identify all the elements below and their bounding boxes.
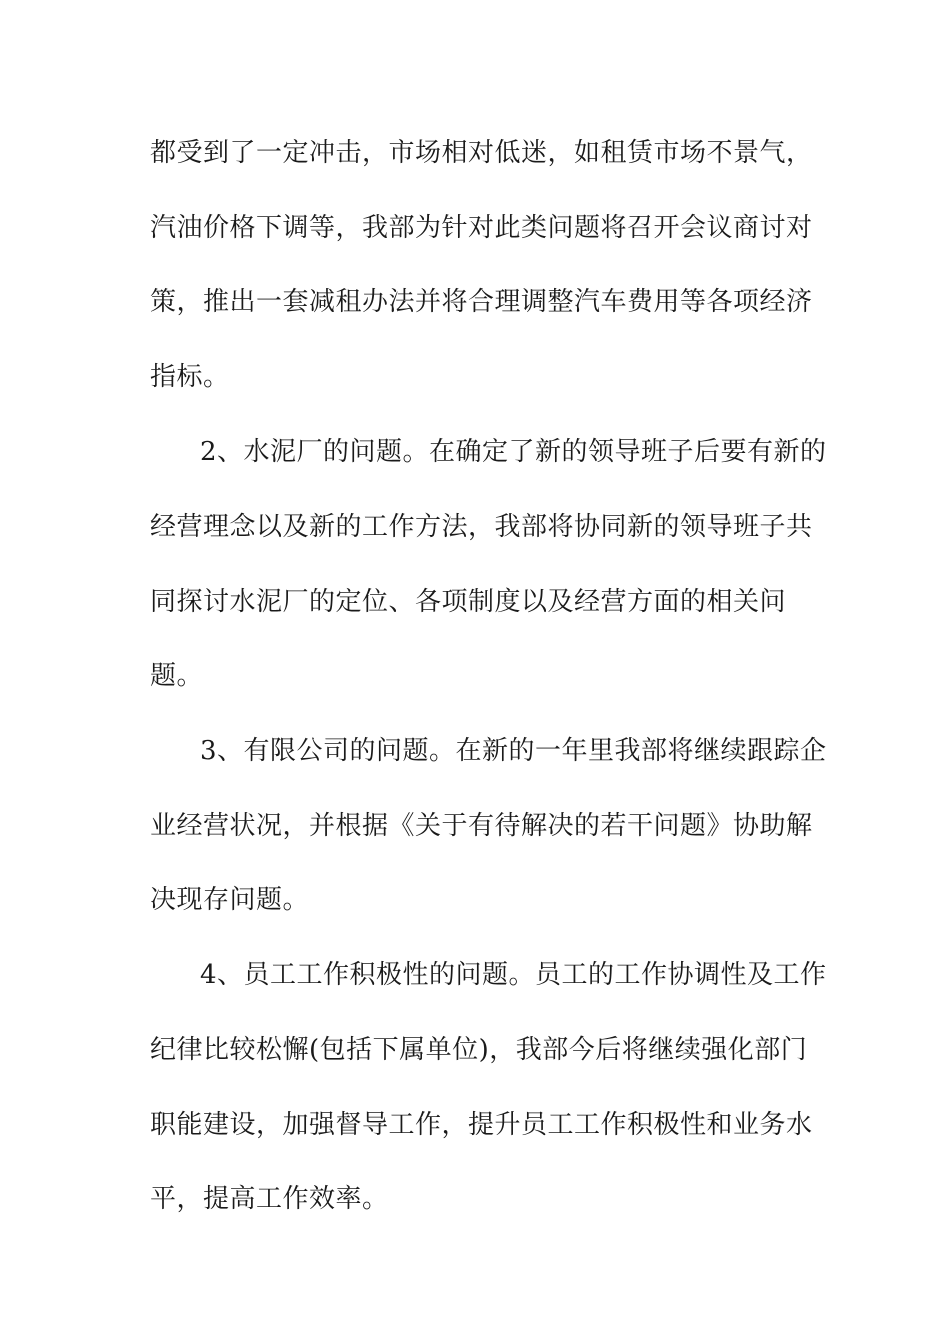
text-line: 同探讨水泥厂的定位、各项制度以及经营方面的相关问 — [150, 587, 787, 617]
paragraph-3-start: 3、有限公司的问题。在新的一年里我部将继续跟踪企 — [200, 736, 827, 766]
text-line: 平，提高工作效率。 — [150, 1184, 389, 1214]
text-line: 业经营状况，并根据《关于有待解决的若干问题》协助解 — [150, 811, 813, 841]
paragraph-4-start: 4、员工工作积极性的问题。员工的工作协调性及工作 — [200, 960, 827, 990]
text-line: 指标。 — [150, 362, 230, 392]
text-line: 职能建设，加强督导工作，提升员工工作积极性和业务水 — [150, 1110, 813, 1140]
text-line: 都受到了一定冲击，市场相对低迷，如租赁市场不景气， — [150, 138, 813, 168]
text-line: 经营理念以及新的工作方法，我部将协同新的领导班子共 — [150, 512, 813, 542]
text-line: 决现存问题。 — [150, 885, 310, 915]
text-line: 汽油价格下调等，我部为针对此类问题将召开会议商讨对 — [150, 213, 813, 243]
text-line: 纪律比较松懈(包括下属单位)，我部今后将继续强化部门 — [150, 1035, 808, 1065]
text-line: 题。 — [150, 661, 204, 691]
text-line: 策，推出一套减租办法并将合理调整汽车费用等各项经济 — [150, 287, 813, 317]
paragraph-2-start: 2、水泥厂的问题。在确定了新的领导班子后要有新的 — [200, 437, 827, 467]
